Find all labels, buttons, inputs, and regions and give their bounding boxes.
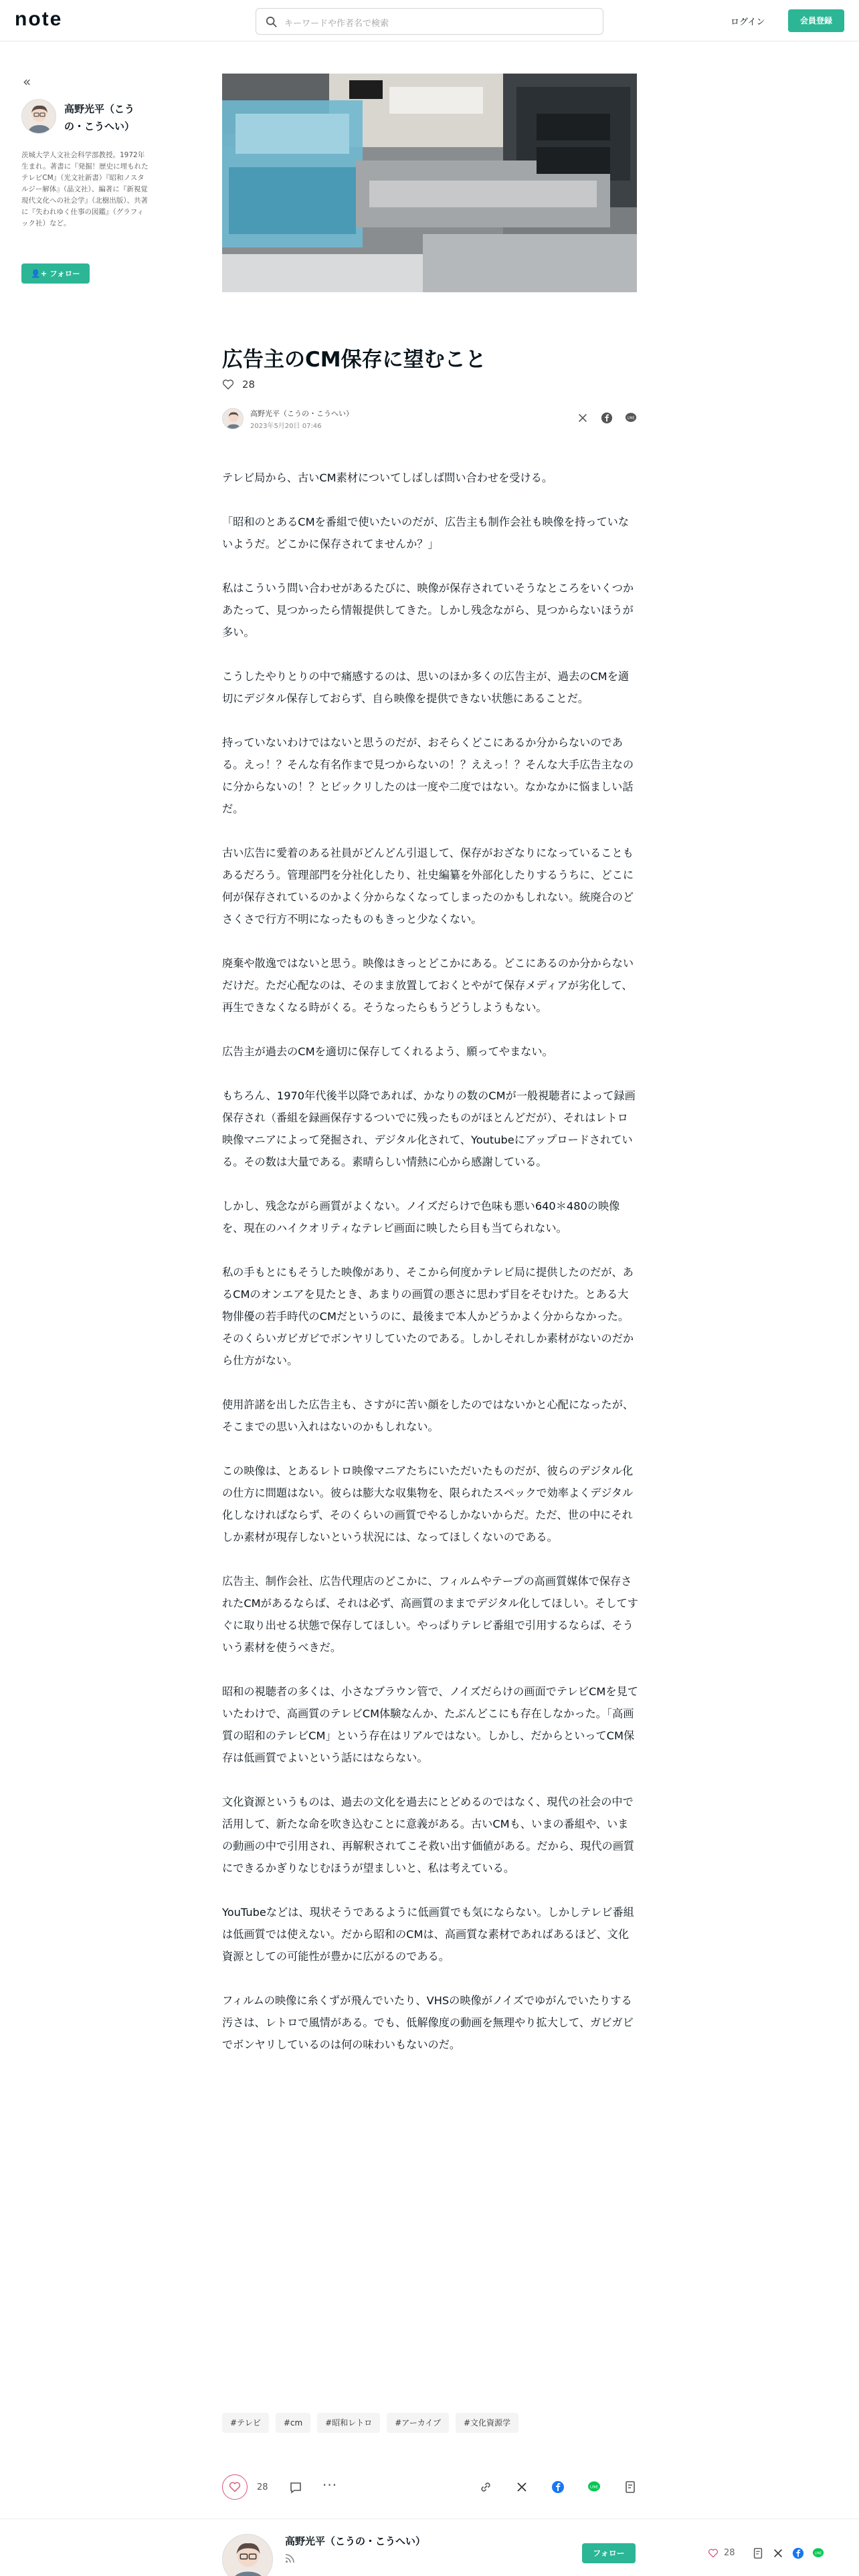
x-share-icon[interactable] (772, 2547, 784, 2559)
article-title: 広告主のCM保存に望むこと (222, 348, 486, 372)
sidebar-follow-label: フォロー (50, 269, 80, 278)
article-body (222, 467, 638, 2078)
article-author-avatar[interactable] (222, 408, 244, 429)
article-paragraph: こうしたやりとりの中で痛感するのは、思いのほか多くの広告主が、過去のCMを適切にデジタル保存しておらず、自ら映像を提供できない状態にあることだ。 (222, 670, 630, 705)
line-share-icon[interactable] (812, 2547, 824, 2559)
footer-likes[interactable] (708, 2548, 735, 2558)
action-like-count: 28 (257, 2482, 268, 2492)
facebook-share-icon[interactable] (551, 2480, 565, 2494)
facebook-share-icon[interactable] (792, 2547, 804, 2559)
article-paragraph: フィルムの映像に糸くずが飛んでいたり、VHSの映像がノイズでゆがんでいたりする汚さは、レトロで風情がある。でも、低解像度の動画を無理やり拡大して、ガビガビでボンヤリしているのは何の味わいもないのだ。 (222, 1994, 634, 2051)
author-row (222, 407, 637, 433)
search-input[interactable]: キーワードや作者名で検索 (284, 19, 389, 29)
tag-list (222, 2413, 518, 2433)
collapse-sidebar-icon[interactable]: « (23, 74, 31, 90)
article-paragraph: 使用許諾を出した広告主も、さすがに苦い顔をしたのではないかと心配になったが、そこまでの思い入れはないのかもしれない。 (222, 1398, 634, 1433)
like-count: 28 (242, 379, 256, 391)
svg-text:LINE: LINE (814, 2551, 822, 2556)
add-user-icon: 👤+ (31, 269, 47, 278)
link-icon[interactable] (479, 2480, 492, 2494)
x-share-icon[interactable] (515, 2480, 529, 2494)
article-date: 2023年5月20日 07:46 (250, 423, 322, 430)
hashtag-chip[interactable]: #アーカイブ (387, 2413, 449, 2433)
rss-icon[interactable] (285, 2554, 294, 2563)
heart-icon[interactable] (222, 379, 234, 390)
article-paragraph: 広告主が過去のCMを適切に保存してくれるよう、願ってやまない。 (222, 1045, 553, 1058)
comment-icon[interactable] (289, 2481, 302, 2494)
article-actions (222, 2474, 637, 2501)
sidebar-author-bio: 茨城大学人文社会科学部教授。1972年生まれ。著書に『発掘！歴史に埋もれたテレビCM』（光文社新書）『昭和ノスタルジー解体』（晶文社）、編著に『新視覚 現代文化への社会学』（北樹出版）、共著に『失われゆく仕事の図鑑』（グラフィック社）など。 (21, 151, 149, 227)
footer-author-name[interactable]: 高野光平（こうの・こうへい） (285, 2535, 426, 2547)
hatena-bookmark-icon[interactable] (752, 2547, 764, 2559)
hashtag-chip[interactable]: #cm (276, 2413, 310, 2433)
footer-follow-button[interactable]: フォロー (582, 2543, 636, 2563)
footer-author-bar (0, 2518, 859, 2576)
line-share-icon[interactable] (587, 2480, 601, 2494)
line-share-icon[interactable] (625, 412, 637, 424)
more-options-icon[interactable]: ··· (322, 2477, 338, 2493)
article-paragraph: もちろん、1970年代後半以降であれば、かなりの数のCMが一般視聴者によって録画保存され（番組を録画保存するついでに残ったものがほとんどだが）、それはレトロ映像マニアによって発掘され、デジタル化されて、Youtubeにアップロードされている。その数は大量である。素晴らしい情熱に心から感謝している。 (222, 1089, 636, 1168)
article-paragraph: YouTubeなどは、現状そうであるように低画質でも気にならない。しかしテレビ番組は低画質では使えない。だから昭和のCMは、高画質な素材であればあるほど、文化資源としての可能性が豊かに広がるのである。 (222, 1906, 634, 1963)
hashtag-chip[interactable]: #テレビ (222, 2413, 269, 2433)
article-paragraph: 廃棄や散逸ではないと思う。映像はきっとどこかにある。どこにあるのか分からないだけだ。ただ心配なのは、そのまま放置しておくとやがて保存メディアが劣化して、再生できなくなる時がくる。そうなったらもうどうしようもない。 (222, 957, 634, 1014)
signup-button[interactable]: 会員登録 (788, 9, 844, 32)
action-share-icons (479, 2480, 637, 2494)
note-logo[interactable]: note (15, 8, 63, 30)
article-paragraph: 私はこういう問い合わせがあるたびに、映像が保存されていそうなところをいくつかあたって、見つかったら情報提供してきた。しかし残念ながら、見つからないほうが多い。 (222, 582, 634, 639)
footer-author-avatar[interactable] (222, 2534, 273, 2576)
search-bar[interactable] (256, 8, 603, 35)
article-hero-image (222, 74, 637, 292)
x-share-icon[interactable] (577, 412, 589, 424)
svg-text:LINE: LINE (589, 2485, 599, 2490)
svg-text:LINE: LINE (627, 416, 635, 421)
heart-icon (229, 2482, 241, 2492)
facebook-share-icon[interactable] (601, 412, 613, 424)
share-icons (577, 412, 637, 424)
article-author-name[interactable]: 高野光平（こうの・こうへい） (250, 409, 353, 418)
article-paragraph: しかし、残念ながら画質がよくない。ノイズだらけで色味も悪い640＊480の映像を、現在のハイクオリティなテレビ画面に映したら目も当てられない。 (222, 1200, 620, 1235)
article-paragraph: 私の手もとにもそうした映像があり、そこから何度かテレビ局に提供したのだが、あるCMのオンエアを見たとき、あまりの画質の悪さに思わず目をそむけた。とある大物俳優の若手時代のCMだというのに、最後まで本人かどうかよく分からなかった。そのくらいガビガビでボンヤリしていたのである。しかしそれしか素材がないのだから仕方がない。 (222, 1266, 634, 1367)
article-paragraph: テレビ局から、古いCM素材についてしばしば問い合わせを受ける。 (222, 471, 553, 484)
heart-icon (708, 2549, 719, 2558)
article-paragraph: 古い広告に愛着のある社員がどんどん引退して、保存がおざなりになっていることもあるだろう。管理部門を分社化したり、社史編纂を外部化したりするうちに、どこに何が保存されているのかよく分からなくなってしまったのかもしれない。統廃合のどさくさで行方不明になったものもきっと少なくない。 (222, 847, 634, 926)
footer-share-icons (752, 2547, 824, 2559)
footer-like-count: 28 (724, 2548, 735, 2558)
article-paragraph: 持っていないわけではないと思うのだが、おそらくどこにあるか分からないのである。えっ！？そんな有名作まで見つからないの！？ええっ！？そんな大手広告主なのに分からないの！？とビックリしたのは一度や二度ではない。なかなかに悩ましい話だ。 (222, 736, 634, 815)
sidebar-follow-button[interactable] (21, 263, 90, 284)
article-likes[interactable] (222, 379, 255, 391)
article-paragraph: 「昭和のとあるCMを番組で使いたいのだが、広告主も制作会社も映像を持っていないようだ。どこかに保存されてませんか？」 (222, 516, 630, 550)
hashtag-chip[interactable]: #文化資源学 (456, 2413, 518, 2433)
search-icon (266, 16, 278, 28)
like-button[interactable] (222, 2474, 248, 2500)
article-paragraph: 昭和の視聴者の多くは、小さなブラウン管で、ノイズだらけの画面でテレビCMを見ていたわけで、高画質のテレビCM体験なんか、たぶんどこにも存在しなかった。「高画質の昭和のテレビCM」という存在はリアルではない。しかし、だからといってCM保存は低画質でよいという話にはならない。 (222, 1685, 638, 1764)
login-link[interactable]: ログイン (731, 17, 765, 27)
article-paragraph: 広告主、制作会社、広告代理店のどこかに、フィルムやテープの高画質媒体で保存されたCMがあるならば、それは必ず、高画質のままでデジタル化してほしい。そしてすぐに取り出せる状態で保存してほしい。やっぱりテレビ番組で引用するならば、そういう素材を使うべきだ。 (222, 1575, 638, 1654)
hashtag-chip[interactable]: #昭和レトロ (317, 2413, 380, 2433)
sidebar-author-name[interactable]: 高野光平（こうの・こうへい） (64, 103, 135, 132)
article-paragraph: この映像は、とあるレトロ映像マニアたちにいただいたものだが、彼らのデジタル化の仕方に問題はない。彼らは膨大な収集物を、限られたスペックで効率よくデジタル化しなければならず、そのくらいの画質でやるしかないからだ。ただ、世の中にそれしか素材が現存しないという状況には、なってほしくないのである。 (222, 1465, 634, 1543)
site-header (0, 0, 859, 41)
article-paragraph: 文化資源というものは、過去の文化を過去にとどめるのではなく、現代の社会の中で活用して、新たな命を吹き込むことに意義がある。古いCMも、いまの番組や、いまの動画の中で引用され、再解釈されてこそ救い出す価値がある。だから、現代の画質にできるかぎりなじむほうが望ましいと、私は考えている。 (222, 1796, 635, 1874)
author-avatar[interactable] (21, 99, 56, 134)
hatena-bookmark-icon[interactable] (624, 2480, 637, 2494)
